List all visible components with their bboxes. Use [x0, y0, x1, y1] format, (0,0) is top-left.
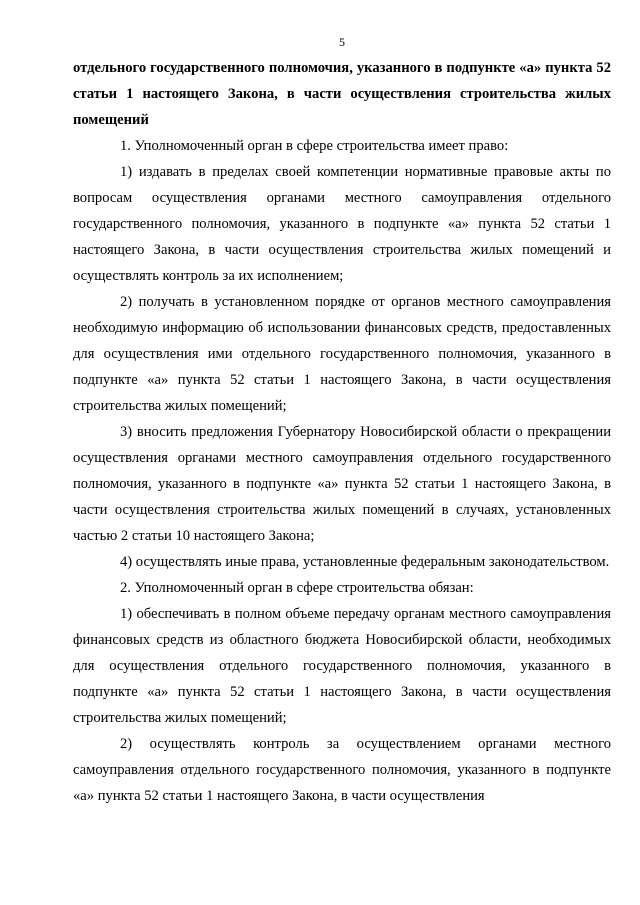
paragraph-right-1: 1) издавать в пределах своей компетенции нормативные правовые акты по вопросам осуществления органами местного самоуправления отдельного государственного полномочия, указанного в подпункте «а» пункта 52 статьи 1 настоящего Закона, в части осуществления строительства жилых помещений и осуществлять контроль за их исполнением; [73, 164, 611, 284]
paragraph-duty-1: 1) обеспечивать в полном объеме передачу органам местного самоуправления финансовых средств из областного бюджета Новосибирской области, необходимых для осуществления отдельного государственного полномочия, указанного в подпункте «а» пункта 52 статьи 1 настоящего Закона, в части осуществления строительства жилых помещений; [73, 606, 611, 726]
paragraph-rights-intro: 1. Уполномоченный орган в сфере строительства имеет право: [120, 138, 509, 154]
paragraph-duty-2: 2) осуществлять контроль за осуществлением органами местного самоуправления отдельного государственного полномочия, указанного в подпункте «а» пункта 52 статьи 1 настоящего Закона, в части осуществления [73, 736, 611, 804]
paragraph-right-3: 3) вносить предложения Губернатору Новосибирской области о прекращении осуществления органами местного самоуправления отдельного государственного полномочия, указанного в подпункте «а» пункта 52 статьи 1 настоящего Закона, в части осуществления строительства жилых помещений в случаях, установленных частью 2 статьи 10 настоящего Закона; [73, 424, 611, 544]
paragraph-right-4: 4) осуществлять иные права, установленные федеральным законодательством. [120, 554, 610, 570]
document-page [73, 35, 611, 809]
section-heading: отдельного государственного полномочия, указанного в подпункте «а» пункта 52 статьи 1 настоящего Закона, в части осуществления строительства жилых помещений [73, 60, 611, 128]
paragraph-right-2: 2) получать в установленном порядке от органов местного самоуправления необходимую информацию об использовании финансовых средств, предоставленных для осуществления ими отдельного государственного полномочия, указанного в подпункте «а» пункта 52 статьи 1 настоящего Закона, в части осуществления строительства жилых помещений; [73, 294, 611, 414]
paragraph-duties-intro: 2. Уполномоченный орган в сфере строительства обязан: [120, 580, 474, 596]
page-number: 5 [339, 35, 345, 49]
